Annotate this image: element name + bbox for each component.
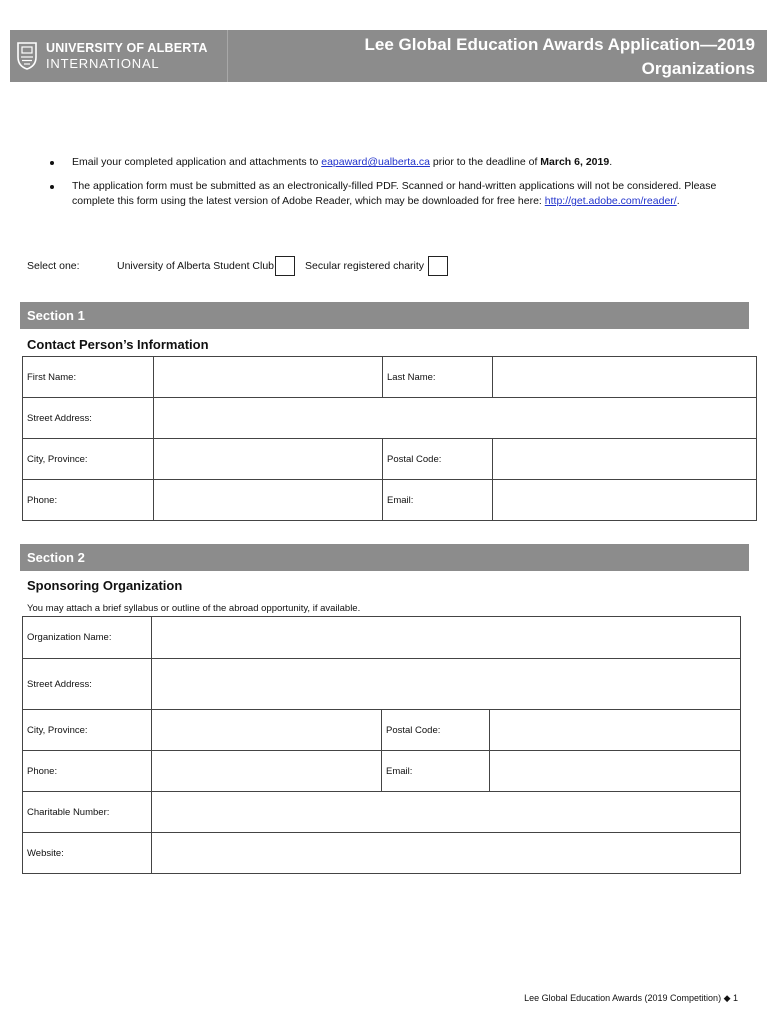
logo-international-text: INTERNATIONAL [46,55,160,71]
org-city-province-label: City, Province: [23,710,152,751]
title-line-1: Lee Global Education Awards Application—2019 [364,35,755,54]
section-1-bar: Section 1 [20,302,749,329]
org-postal-code-label: Postal Code: [382,710,490,751]
city-province-label: City, Province: [23,439,154,480]
website-field[interactable] [152,833,741,874]
email-field[interactable] [493,480,757,521]
last-name-field[interactable] [493,357,757,398]
adobe-reader-link[interactable]: http://get.adobe.com/reader/ [544,195,677,207]
charitable-number-field[interactable] [152,792,741,833]
org-name-field[interactable] [152,617,741,659]
section-2-bar: Section 2 [20,544,749,571]
contact-person-table [22,356,757,521]
select-one-label: Select one: [27,260,80,272]
phone-field[interactable] [154,480,383,521]
org-city-province-field[interactable] [152,710,382,751]
option-student-club-label: University of Alberta Student Club [117,260,274,272]
postal-code-field[interactable] [493,439,757,480]
org-phone-field[interactable] [152,751,382,792]
deadline-date: March 6, 2019 [540,156,610,168]
organization-type-select [27,255,458,277]
street-address-field[interactable] [154,398,757,439]
org-street-address-field[interactable] [152,659,741,710]
page-footer: Lee Global Education Awards (2019 Competition) ◆ 1 [524,993,738,1003]
section-1-title: Contact Person’s Information [27,337,209,352]
last-name-label: Last Name: [383,357,493,398]
first-name-label: First Name: [23,357,154,398]
email-label: Email: [383,480,493,521]
university-logo [10,30,228,82]
org-name-label: Organization Name: [23,617,152,659]
instructions-list [30,155,750,218]
instruction-email: Email your completed application and attachments to eapaward@ualberta.ca prior to the deadline of March 6, 2019. [30,155,750,171]
page-title [228,30,767,82]
logo-university-text: UNIVERSITY OF ALBERTA [46,41,208,56]
instruction-pdf: The application form must be submitted as an electronically-filled PDF. Scanned or hand-written applications will not be considered. Please complete this form using the latest version of Adobe Reader, which may be downloaded for free here: http://get.adobe.com/reader/. [30,179,750,210]
first-name-field[interactable] [154,357,383,398]
option-charity-label: Secular registered charity [305,260,425,272]
section-2-title: Sponsoring Organization [27,578,183,593]
sponsoring-organization-table [22,616,741,874]
crest-icon [16,41,38,71]
syllabus-note: You may attach a brief syllabus or outline of the abroad opportunity, if available. [27,603,361,614]
postal-code-label: Postal Code: [383,439,493,480]
page-header [10,30,767,82]
org-street-address-label: Street Address: [23,659,152,710]
charity-checkbox[interactable] [428,256,448,276]
email-link[interactable]: eapaward@ualberta.ca [321,156,430,168]
website-label: Website: [23,833,152,874]
street-address-label: Street Address: [23,398,154,439]
org-email-label: Email: [382,751,490,792]
student-club-checkbox[interactable] [275,256,295,276]
org-phone-label: Phone: [23,751,152,792]
city-province-field[interactable] [154,439,383,480]
phone-label: Phone: [23,480,154,521]
org-postal-code-field[interactable] [490,710,741,751]
title-line-2: Organizations [641,59,755,78]
org-email-field[interactable] [490,751,741,792]
charitable-number-label: Charitable Number: [23,792,152,833]
